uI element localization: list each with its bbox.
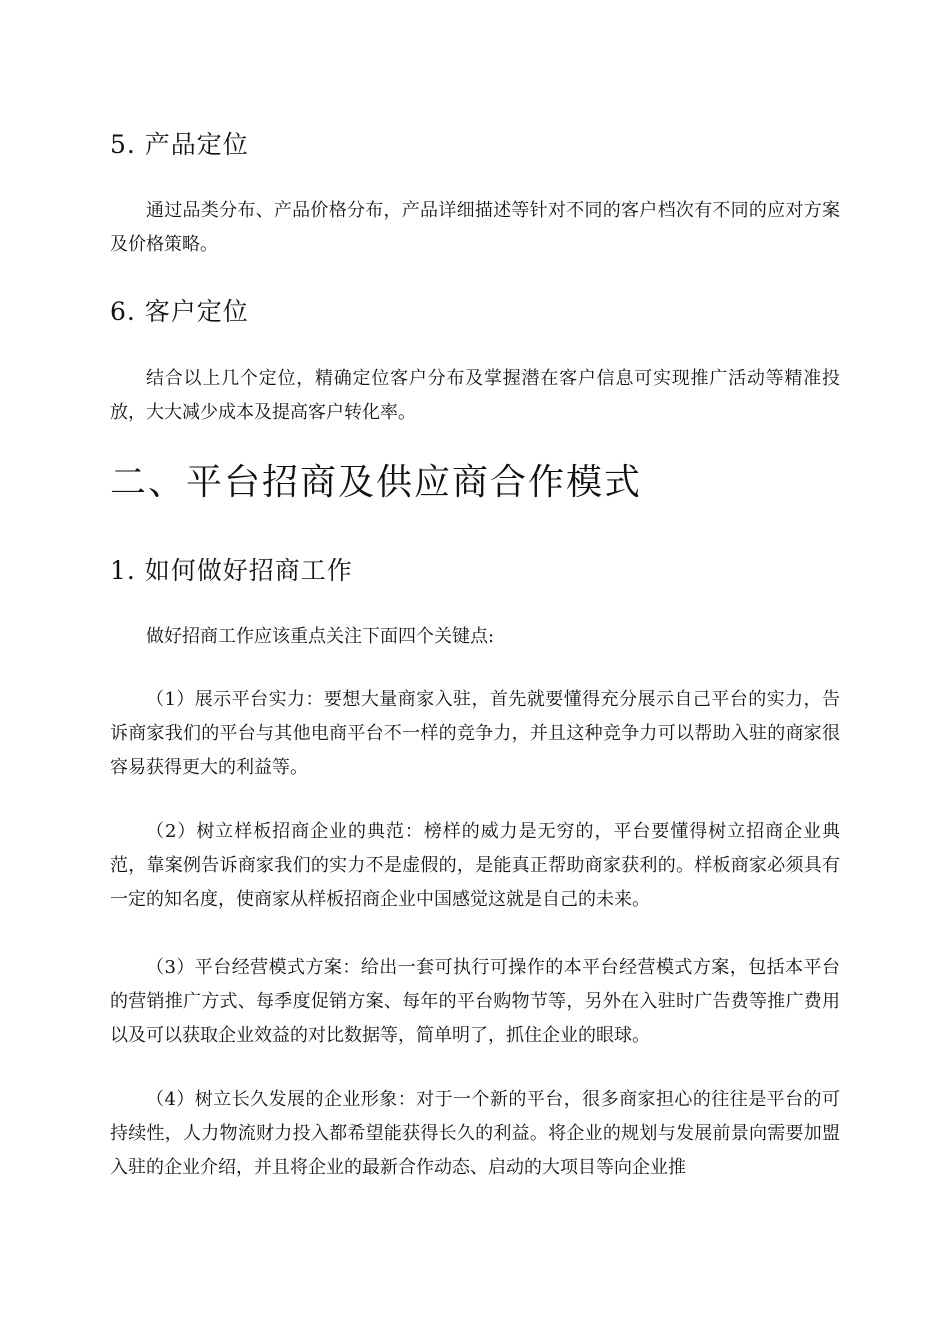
paragraph-point-1: （1）展示平台实力：要想大量商家入驻，首先就要懂得充分展示自己平台的实力，告诉商家我们的平台与其他电商平台不一样的竞争力，并且这种竞争力可以帮助入驻的商家很容易获得更大的利益等。	[110, 689, 840, 778]
section-heading-customer-positioning: 6. 客户定位	[110, 297, 249, 326]
paragraph-product-positioning: 通过品类分布、产品价格分布，产品详细描述等针对不同的客户档次有不同的应对方案及价格策略。	[110, 200, 840, 255]
paragraph-customer-positioning: 结合以上几个定位，精确定位客户分布及掌握潜在客户信息可实现推广活动等精准投放，大大减少成本及提高客户转化率。	[110, 368, 840, 423]
paragraph-intro: 做好招商工作应该重点关注下面四个关键点:	[146, 626, 495, 647]
subsection-heading-merchant-recruitment: 1. 如何做好招商工作	[110, 556, 353, 585]
paragraph-point-4: （4）树立长久发展的企业形象：对于一个新的平台，很多商家担心的往往是平台的可持续性，人力物流财力投入都希望能获得长久的利益。将企业的规划与发展前景向需要加盟入驻的企业介绍，并且将企业的最新合作动态、启动的大项目等向企业推	[110, 1089, 840, 1178]
paragraph-point-2: （2）树立样板招商企业的典范：榜样的威力是无穷的，平台要懂得树立招商企业典范，靠案例告诉商家我们的实力不是虚假的，是能真正帮助商家获利的。样板商家必须具有一定的知名度，使商家从样板招商企业中国感觉这就是自己的未来。	[110, 821, 840, 910]
chapter-title: 二、平台招商及供应商合作模式	[110, 462, 643, 503]
paragraph-point-3: （3）平台经营模式方案：给出一套可执行可操作的本平台经营模式方案，包括本平台的营销推广方式、每季度促销方案、每年的平台购物节等，另外在入驻时广告费等推广费用以及可以获取企业效益的对比数据等，简单明了，抓住企业的眼球。	[110, 957, 840, 1046]
section-heading-product-positioning: 5. 产品定位	[110, 130, 249, 159]
